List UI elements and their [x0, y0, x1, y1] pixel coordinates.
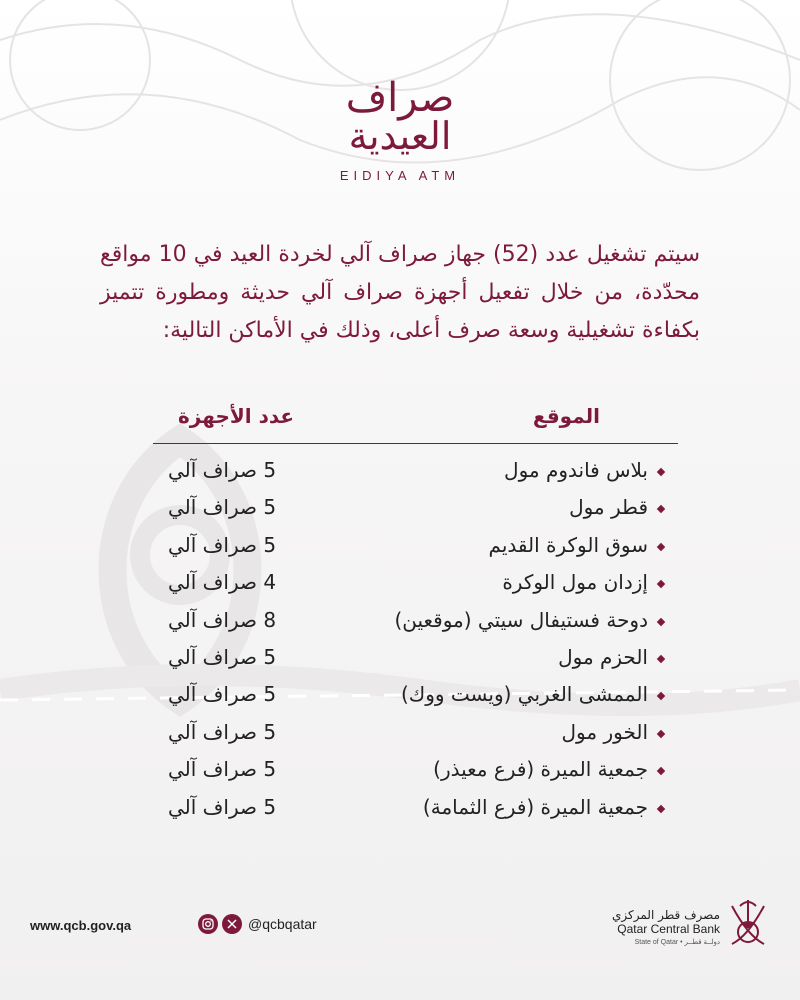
x-icon[interactable]: [222, 914, 242, 934]
table-row: [0, 753, 800, 790]
location-name: الحزم مول: [558, 644, 648, 669]
social-links: [198, 914, 317, 934]
eidiya-atm-logo: [300, 75, 500, 183]
diamond-bullet-icon: [657, 692, 665, 700]
diamond-bullet-icon: [657, 655, 665, 663]
diamond-bullet-icon: [657, 543, 665, 551]
footer: [0, 890, 800, 990]
location-name: جمعية الميرة (فرع الثمامة): [422, 794, 648, 819]
atm-count: 8 صراف آلي: [168, 607, 277, 632]
table-row: [0, 491, 800, 528]
location-name: إزدان مول الوكرة: [502, 570, 648, 595]
diamond-bullet-icon: [657, 729, 665, 737]
website-link[interactable]: www.qcb.gov.qa: [30, 918, 132, 933]
location-name: سوق الوكرة القديم: [488, 532, 648, 557]
diamond-bullet-icon: [657, 468, 665, 476]
header-location: الموقع: [532, 404, 600, 428]
diamond-bullet-icon: [657, 505, 665, 513]
atm-count: 5 صراف آلي: [168, 495, 277, 520]
atm-count: 5 صراف آلي: [168, 719, 277, 744]
table-row: [0, 716, 800, 753]
atm-count: 5 صراف آلي: [168, 794, 277, 819]
table-row: [0, 604, 800, 641]
atm-count: 4 صراف آلي: [168, 570, 277, 595]
location-name: بلاس فاندوم مول: [504, 458, 648, 482]
bank-state: State of Qatar • دولــة قطــر: [634, 939, 720, 946]
instagram-icon[interactable]: [198, 914, 218, 934]
bank-name-block: [600, 908, 720, 946]
qatar-emblem-icon: [726, 896, 770, 950]
table-divider: [153, 443, 678, 444]
atm-count: 5 صراف آلي: [168, 458, 277, 482]
table-row: [0, 791, 800, 828]
table-row: [0, 529, 800, 566]
table-row: [0, 678, 800, 715]
diamond-bullet-icon: [657, 767, 665, 775]
logo-title-ar-line1: صراف: [345, 75, 455, 121]
atm-count: 5 صراف آلي: [168, 644, 277, 669]
location-name: جمعية الميرة (فرع معيذر): [433, 757, 648, 782]
bank-name-ar: مصرف قطر المركزي: [612, 908, 720, 922]
bank-name-en: Qatar Central Bank: [617, 922, 720, 936]
atm-count: 5 صراف آلي: [168, 682, 277, 707]
diamond-bullet-icon: [657, 580, 665, 588]
social-handle[interactable]: @qcbqatar: [248, 916, 317, 932]
table-row: [0, 641, 800, 678]
atm-locations-table: [0, 454, 800, 828]
diamond-bullet-icon: [657, 804, 665, 812]
logo-title-ar-line2: العيدية: [348, 114, 452, 158]
table-row: [0, 454, 800, 491]
header-count: عدد الأجهزة: [178, 404, 295, 428]
location-name: دوحة فستيفال سيتي (موقعين): [394, 607, 648, 632]
diamond-bullet-icon: [657, 617, 665, 625]
location-name: الخور مول: [561, 719, 648, 744]
atm-count: 5 صراف آلي: [168, 757, 277, 782]
location-name: الممشى الغربي (ويست ووك): [400, 682, 648, 707]
location-name: قطر مول: [569, 495, 648, 520]
atm-count: 5 صراف آلي: [168, 532, 277, 557]
table-row: [0, 566, 800, 603]
logo-title-en: EIDIYA ATM: [339, 168, 461, 183]
intro-paragraph: سيتم تشغيل عدد (52) جهاز صراف آلي لخردة العيد في 10 مواقع محدّدة، من خلال تفعيل أجهزة صراف آلي حديثة ومطورة تتميز بكفاءة تشغيلية وسعة صرف أعلى، وذلك في الأماكن التالية:: [100, 242, 700, 343]
